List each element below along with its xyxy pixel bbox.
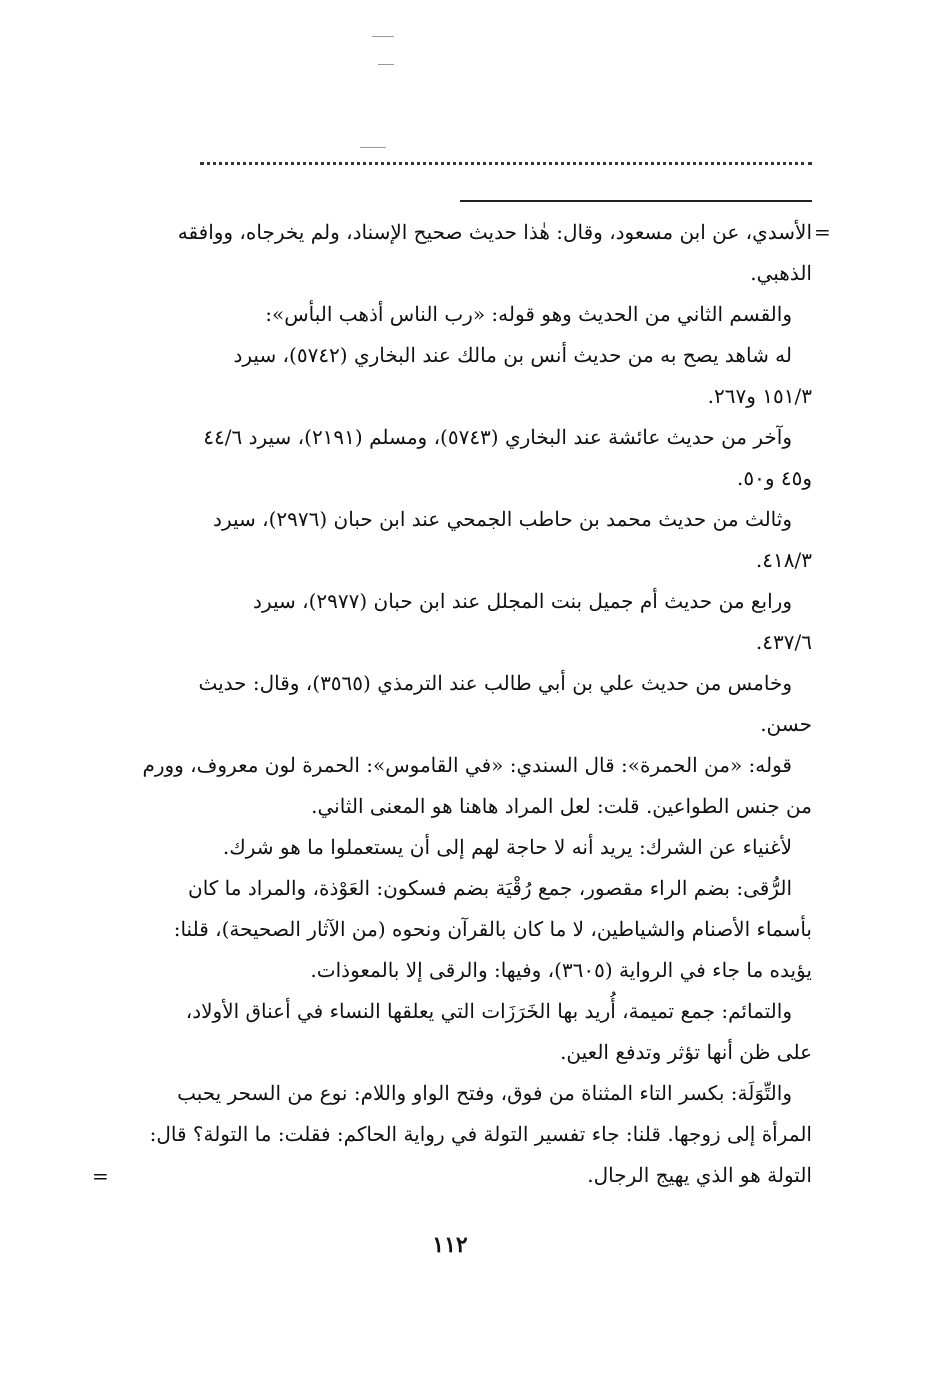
page-number: ١١٢ — [432, 1232, 468, 1258]
footnote-separator — [460, 200, 812, 202]
continuation-mark-top: = — [814, 220, 831, 244]
footnote-line: يؤيده ما جاء في الرواية (٣٦٠٥)، وفيها: والرقى إلا بالمعوذات. — [310, 958, 812, 982]
footnote-line: والتِّوَلَة: بكسر التاء المثناة من فوق، وفتح الواو واللام: نوع من السحر يحبب — [177, 1081, 792, 1105]
footnote-line: وخامس من حديث علي بن أبي طالب عند الترمذي (٣٥٦٥)، وقال: حديث — [198, 671, 792, 695]
footnote-line: قوله: «من الحمرة»: قال السندي: «في القاموس»: الحمرة لون معروف، وورم — [142, 753, 792, 777]
continuation-mark-bottom: = — [92, 1164, 109, 1188]
footnote-line: والتمائم: جمع تميمة، أُريد بها الخَرَزَات التي يعلقها النساء في أعناق الأولاد، — [185, 999, 792, 1023]
scan-speck — [378, 64, 394, 65]
footnote-line: الرُّقى: بضم الراء مقصور، جمع رُقْيَة بضم فسكون: العَوْذة، والمراد ما كان — [188, 876, 792, 900]
footnote-line: المرأة إلى زوجها. قلنا: جاء تفسير التولة في رواية الحاكم: فقلت: ما التولة؟ قال: — [149, 1122, 812, 1146]
footnote-line: الأسدي، عن ابن مسعود، وقال: هٰذا حديث صحيح الإسناد، ولم يخرجاه، ووافقه — [177, 220, 812, 244]
footnote-line: والقسم الثاني من الحديث وهو قوله: «رب الناس أذهب البأس»: — [265, 302, 792, 326]
dotted-separator — [200, 162, 812, 171]
scan-speck — [360, 147, 386, 148]
footnote-line: وثالث من حديث محمد بن حاطب الجمحي عند ابن حبان (٢٩٧٦)، سيرد — [213, 507, 792, 531]
footnote-line: ٤٣٧/٦. — [755, 630, 812, 654]
footnote-line: ٤١٨/٣. — [755, 548, 812, 572]
footnote-line: حسن. — [760, 712, 812, 736]
footnote-line: له شاهد يصح به من حديث أنس بن مالك عند البخاري (٥٧٤٢)، سيرد — [233, 343, 792, 367]
footnote-line: التولة هو الذي يهيج الرجال. — [587, 1163, 812, 1187]
footnote-line: ورابع من حديث أم جميل بنت المجلل عند ابن حبان (٢٩٧٧)، سيرد — [253, 589, 792, 613]
footnote-line: ١٥١/٣ و٢٦٧. — [707, 384, 812, 408]
footnotes-block — [122, 212, 812, 1196]
footnote-line: بأسماء الأصنام والشياطين، لا ما كان بالقرآن ونحوه (من الآثار الصحيحة)، قلنا: — [173, 917, 812, 941]
footnote-line: لأغنياء عن الشرك: يريد أنه لا حاجة لهم إلى أن يستعملوا ما هو شرك. — [222, 835, 792, 859]
scan-speck — [372, 36, 394, 37]
footnote-line: و٤٥ و٥٠. — [736, 466, 812, 490]
footnote-line: على ظن أنها تؤثر وتدفع العين. — [560, 1040, 812, 1064]
footnote-line: وآخر من حديث عائشة عند البخاري (٥٧٤٣)، ومسلم (٢١٩١)، سيرد ٤٤/٦ — [203, 425, 792, 449]
footnote-line: الذهبي. — [750, 261, 812, 285]
footnote-line: من جنس الطواعين. قلت: لعل المراد هاهنا هو المعنى الثاني. — [311, 794, 812, 818]
